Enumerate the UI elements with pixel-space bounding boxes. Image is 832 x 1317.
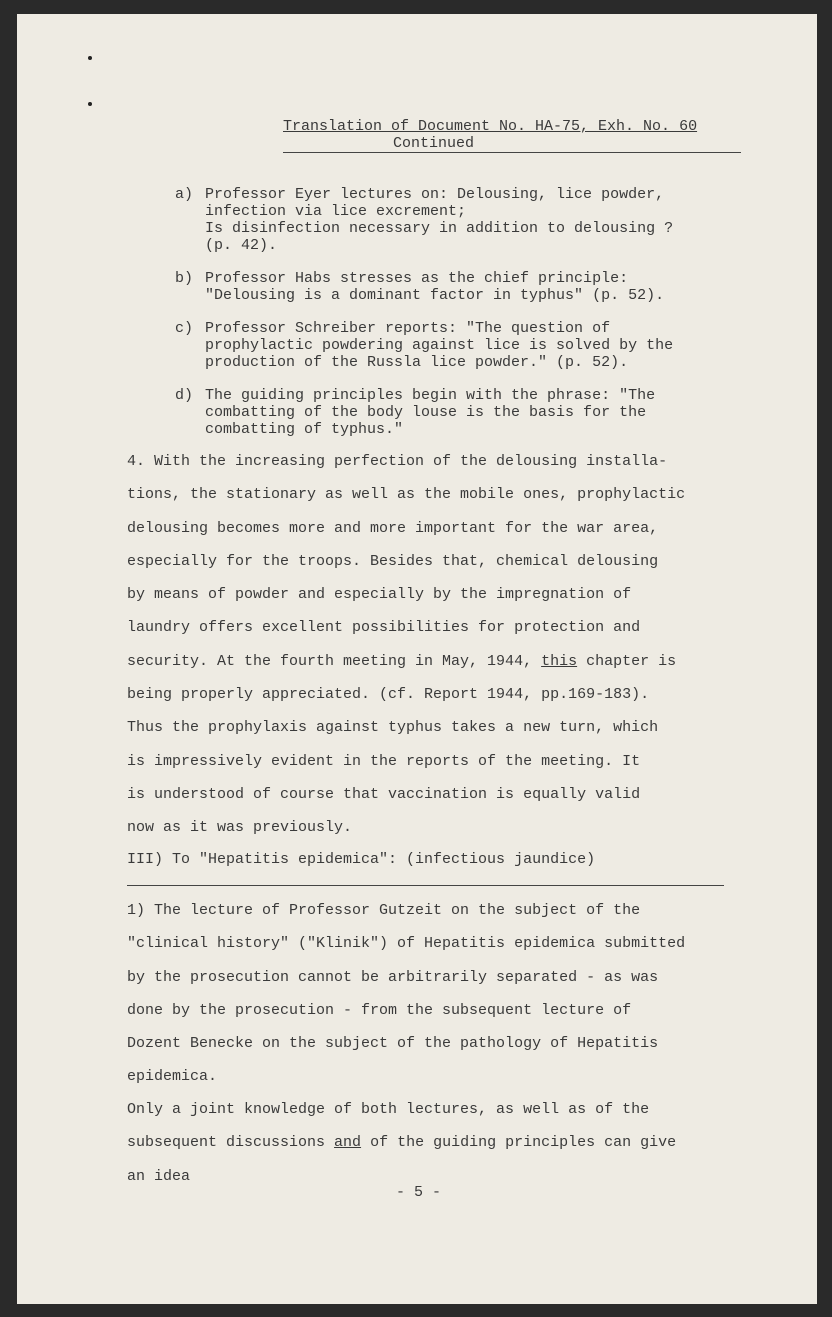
- list-item: [175, 270, 735, 304]
- paragraph-4: [127, 452, 767, 852]
- list-item-label: d): [175, 387, 194, 404]
- list-item: [175, 320, 735, 371]
- list-item: [175, 186, 735, 254]
- header-title: Translation of Document No. HA-75, Exh. No. 60: [283, 118, 698, 135]
- text-line: Dozent Benecke on the subject of the pathology of Hepatitis: [127, 1035, 659, 1053]
- text-line: "Delousing is a dominant factor in typhus" (p. 52).: [205, 287, 665, 304]
- header-divider: [283, 152, 741, 153]
- text-line: laundry offers excellent possibilities for protection and: [127, 619, 641, 637]
- list-item-text: [205, 320, 735, 371]
- text-line: done by the prosecution - from the subsequent lecture of: [127, 1001, 632, 1019]
- text-line: The guiding principles begin with the phrase: "The: [205, 387, 656, 404]
- text-line: Professor Eyer lectures on: Delousing, lice powder,: [205, 186, 665, 203]
- underlined-word: and: [334, 1134, 362, 1152]
- text-line: Is disinfection necessary in addition to delousing ?: [205, 220, 674, 237]
- text-line: by the prosecution cannot be arbitrarily separated - as was: [127, 968, 659, 986]
- text-line: Professor Schreiber reports: "The question of: [205, 320, 611, 337]
- text-line: Only a joint knowledge of both lectures, as well as of the: [127, 1101, 650, 1118]
- text-line: 4. With the increasing perfection of the delousing installa-: [127, 453, 668, 470]
- list-item: [175, 387, 735, 438]
- text-line: delousing becomes more and more important for the war area,: [127, 519, 659, 537]
- document-header: [283, 118, 741, 152]
- list-item-text: [205, 186, 735, 254]
- list-item-label: a): [175, 186, 194, 203]
- section-heading: III) To "Hepatitis epidemica": (infectious jaundice): [127, 851, 596, 868]
- text-line: "clinical history" ("Klinik") of Hepatitis epidemica submitted: [127, 935, 686, 953]
- text-line: 1) The lecture of Professor Gutzeit on the subject of the: [127, 902, 641, 919]
- text-line: (p. 42).: [205, 237, 278, 254]
- text-line: now as it was previously.: [127, 819, 353, 837]
- text-line: production of the Russla lice powder." (p. 52).: [205, 354, 629, 371]
- section-divider: [127, 885, 724, 886]
- punch-hole-mark: [88, 56, 92, 60]
- text-line: tions, the stationary as well as the mobile ones, prophylactic: [127, 486, 686, 504]
- text-line: is understood of course that vaccination is equally valid: [127, 785, 641, 803]
- list-item-label: b): [175, 270, 194, 287]
- text-line: [127, 652, 767, 685]
- underlined-word: this: [541, 652, 578, 670]
- text-line: Professor Habs stresses as the chief principle:: [205, 270, 629, 287]
- list-item-text: [205, 387, 735, 438]
- punch-hole-mark: [88, 102, 92, 106]
- text-line: being properly appreciated. (cf. Report 1944, pp.169-183).: [127, 686, 650, 704]
- list-item-label: c): [175, 320, 194, 337]
- paragraph-1: [127, 901, 767, 1101]
- text-line-start: security. At the fourth meeting in May, 1944,: [127, 652, 533, 670]
- paragraph-final: [127, 1100, 767, 1200]
- text-line: combatting of typhus.": [205, 421, 404, 438]
- text-line: combatting of the body louse is the basis for the: [205, 404, 647, 421]
- text-line: especially for the troops. Besides that, chemical delousing: [127, 552, 659, 570]
- text-line: is impressively evident in the reports of the meeting. It: [127, 752, 641, 770]
- text-line: an idea: [127, 1167, 191, 1185]
- list-item-text: [205, 270, 735, 304]
- text-line: prophylactic powdering against lice is solved by the: [205, 337, 674, 354]
- text-line: epidemica.: [127, 1068, 218, 1086]
- text-line-end: of the guiding principles can give: [361, 1134, 677, 1152]
- text-line-start: subsequent discussions: [127, 1134, 335, 1152]
- page-number: - 5 -: [396, 1184, 442, 1201]
- text-line: by means of powder and especially by the impregnation of: [127, 586, 632, 604]
- text-line: infection via lice excrement;: [205, 203, 467, 220]
- header-continued: Continued: [393, 135, 475, 152]
- text-line-end: chapter is: [577, 652, 677, 670]
- lettered-list: [175, 186, 735, 454]
- text-line: Thus the prophylaxis against typhus takes a new turn, which: [127, 719, 659, 737]
- text-line: [127, 1133, 767, 1166]
